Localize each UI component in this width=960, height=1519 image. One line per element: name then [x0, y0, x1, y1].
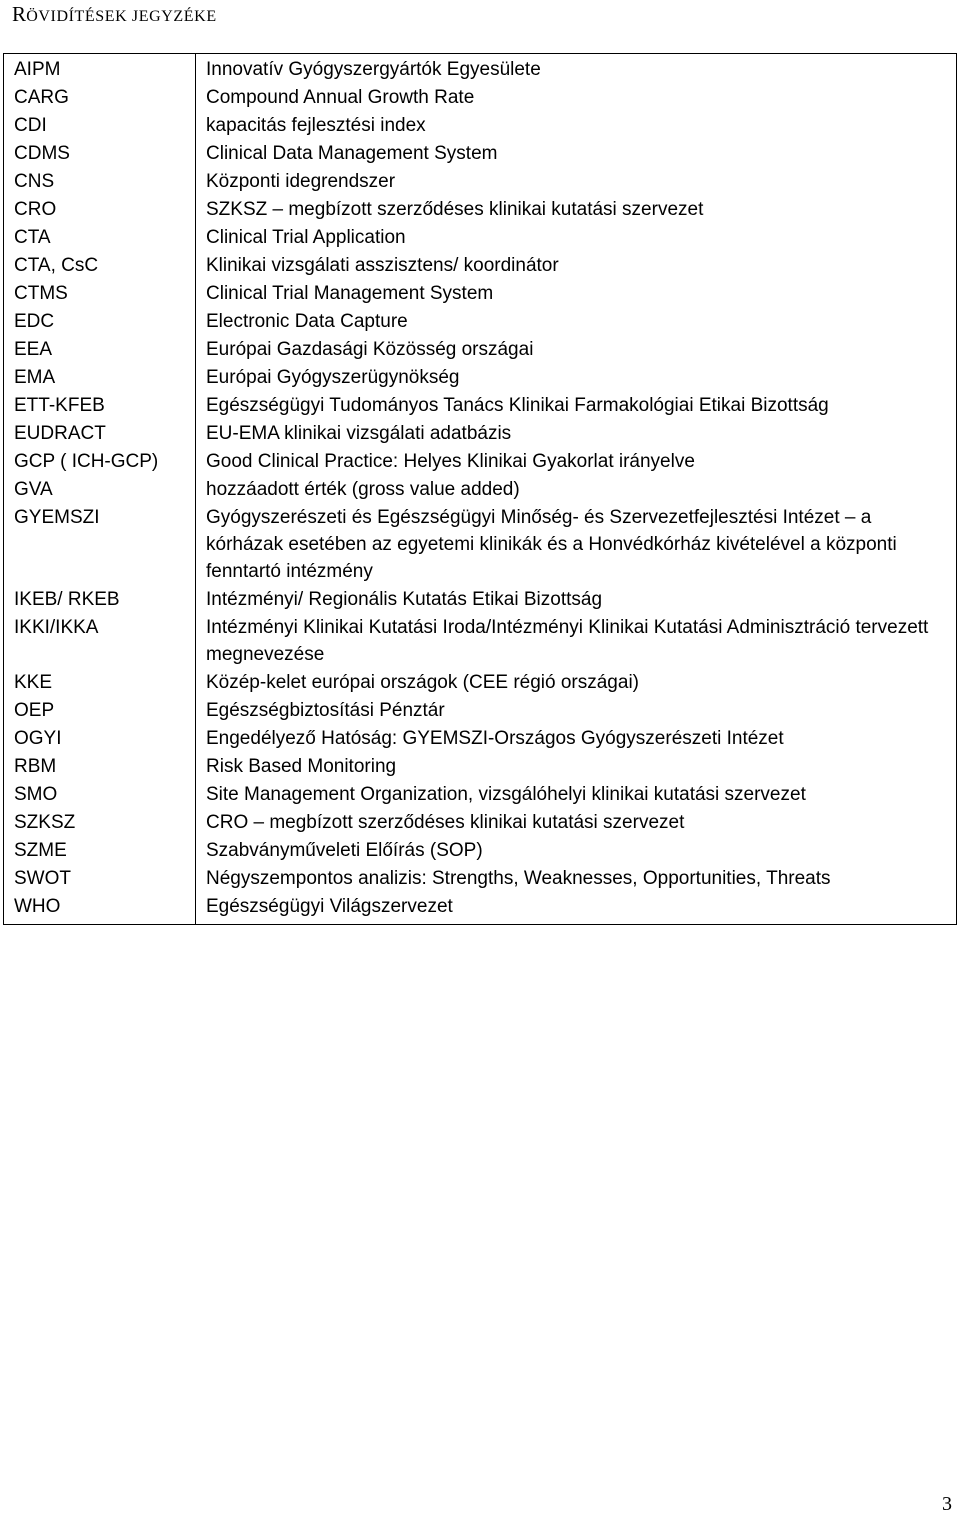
abbreviation: ETT-KFEB [14, 395, 105, 416]
abbreviation: IKKI/IKKA [14, 617, 99, 638]
page-title [12, 2, 217, 29]
abbreviation: CRO [14, 199, 57, 220]
abbreviation: OEP [14, 700, 55, 721]
definition: Gyógyszerészeti és Egészségügyi Minőség- és Szervezetfejlesztési Intézet – a kórházak esetében az egyetemi klinikák és a Honvédkórház kivételével a központi fenntartó intézmény [206, 507, 897, 582]
abbreviation: AIPM [14, 59, 61, 80]
definition: Clinical Trial Management System [206, 283, 494, 304]
definition: hozzáadott érték (gross value added) [206, 479, 520, 500]
definition: Egészségbiztosítási Pénztár [206, 700, 445, 721]
abbreviation: CTMS [14, 283, 68, 304]
abbreviation: GCP ( ICH-GCP) [14, 451, 159, 472]
abbreviation: CDMS [14, 143, 70, 164]
definition: Compound Annual Growth Rate [206, 87, 475, 108]
definition: Engedélyező Hatóság: GYEMSZI-Országos Gyógyszerészeti Intézet [206, 728, 784, 749]
definition: Szabványműveleti Előírás (SOP) [206, 840, 483, 861]
abbreviation: OGYI [14, 728, 62, 749]
definition: Központi idegrendszer [206, 171, 396, 192]
definition: Egészségügyi Tudományos Tanács Klinikai Farmakológiai Etikai Bizottság [206, 395, 829, 416]
definition: Innovatív Gyógyszergyártók Egyesülete [206, 59, 541, 80]
definition: Négyszempontos analizis: Strengths, Weaknesses, Opportunities, Threats [206, 868, 831, 889]
definition: Site Management Organization, vizsgálóhelyi klinikai kutatási szervezet [206, 784, 806, 805]
abbreviation: EEA [14, 339, 53, 360]
page-title-initial: R [12, 2, 27, 26]
definition: Electronic Data Capture [206, 311, 408, 332]
abbreviation: CDI [14, 115, 47, 136]
page-number: 3 [942, 1493, 952, 1515]
definition-cell [196, 54, 957, 925]
definition: Európai Gyógyszerügynökség [206, 367, 460, 388]
definition: Clinical Trial Application [206, 227, 406, 248]
abbreviation: WHO [14, 896, 61, 917]
definition: Klinikai vizsgálati asszisztens/ koordinátor [206, 255, 559, 276]
abbreviation: RBM [14, 756, 57, 777]
abbreviation: SZME [14, 840, 67, 861]
abbreviation: EUDRACT [14, 423, 106, 444]
definition: CRO – megbízott szerződéses klinikai kutatási szervezet [206, 812, 685, 833]
definition: Európai Gazdasági Közösség országai [206, 339, 534, 360]
abbreviation: CNS [14, 171, 55, 192]
abbreviation: SZKSZ [14, 812, 76, 833]
abbreviation: IKEB/ RKEB [14, 589, 120, 610]
abbreviation: EDC [14, 311, 55, 332]
table-row [4, 54, 957, 925]
abbreviation-cell [4, 54, 196, 925]
definition: EU-EMA klinikai vizsgálati adatbázis [206, 423, 512, 444]
page-title-rest: ÖVIDÍTÉSEK JEGYZÉKE [26, 8, 217, 25]
definition: Good Clinical Practice: Helyes Klinikai Gyakorlat irányelve [206, 451, 695, 472]
abbreviation: GVA [14, 479, 53, 500]
abbreviations-table [3, 53, 957, 925]
abbreviation: SWOT [14, 868, 71, 889]
definition: Egészségügyi Világszervezet [206, 896, 453, 917]
definition: SZKSZ – megbízott szerződéses klinikai kutatási szervezet [206, 199, 704, 220]
abbreviation: KKE [14, 672, 53, 693]
abbreviation: GYEMSZI [14, 507, 100, 528]
abbreviation: SMO [14, 784, 58, 805]
abbreviation: EMA [14, 367, 56, 388]
abbreviation: CTA [14, 227, 51, 248]
abbreviation: CTA, CsC [14, 255, 99, 276]
definition: Intézményi/ Regionális Kutatás Etikai Bizottság [206, 589, 603, 610]
abbreviation: CARG [14, 87, 69, 108]
definition: Risk Based Monitoring [206, 756, 397, 777]
definition: Közép-kelet európai országok (CEE régió országai) [206, 672, 639, 693]
definition: kapacitás fejlesztési index [206, 115, 426, 136]
definition: Intézményi Klinikai Kutatási Iroda/Intézményi Klinikai Kutatási Adminisztráció tervezett megnevezése [206, 617, 929, 665]
definition: Clinical Data Management System [206, 143, 498, 164]
